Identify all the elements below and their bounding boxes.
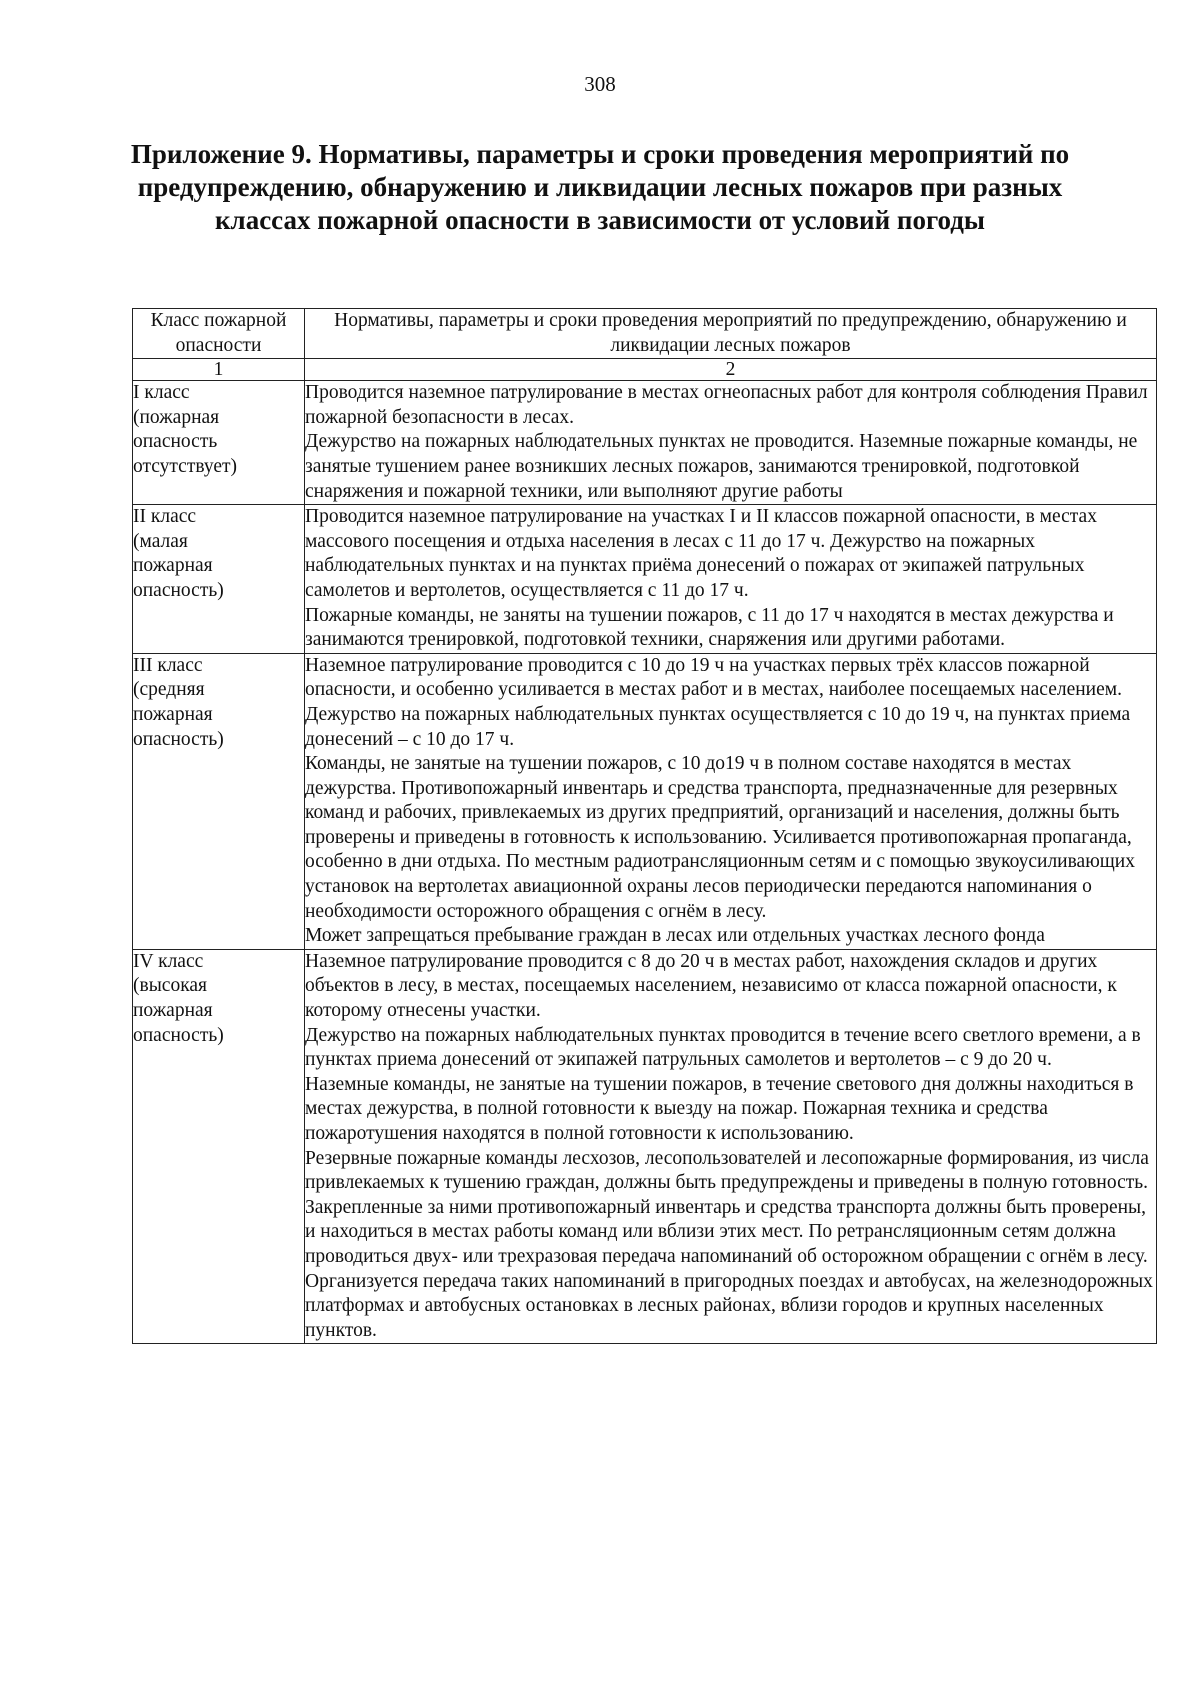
class-label: пожарная bbox=[133, 555, 213, 577]
norms-paragraph: Дежурство на пожарных наблюдательных пунктах проводится в течение всего светлого времени, а в пунктах приема донесений от экипажей патрульных самолетов и вертолетов – с 9 до 20 ч. bbox=[305, 1024, 1141, 1071]
column-number-1: 1 bbox=[133, 359, 305, 381]
fire-norms-table bbox=[132, 308, 1157, 1344]
norms-paragraph: Наземное патрулирование проводится с 8 до 20 ч в местах работ, нахождения складов и других объектов в лесу, в местах, посещаемых населением, независимо от класса пожарной опасности, к которому отнесены участки. bbox=[305, 950, 1117, 1022]
norms-paragraph: Команды, не занятые на тушении пожаров, с 10 до19 ч в полном составе находятся в местах дежурства. Противопожарный инвентарь и средства транспорта, предназначенные для резервных команд и рабочих, привлекаемых из других предприятий, организаций и населения, должны быть проверены и приведены в готовность к использованию. Усиливается противопожарная пропаганда, особенно в дни отдыха. По местным радиотрансляционным сетям и с помощью звукоусиливающих установок на вертолетах авиационной охраны лесов периодически передаются напоминания о необходимости осторожного обращения с огнём в лесу. bbox=[305, 753, 1135, 922]
norms-paragraph: Резервные пожарные команды лесхозов, лесопользователей и лесопожарные формирования, из числа привлекаемых к тушению граждан, должны быть предупреждены и приведены в полную готовность. Закрепленные за ними противопожарный инвентарь и средства транспорта должны быть проверены, и находиться в местах работы команд или вблизи этих мест. По ретрансляционным сетям должна проводиться двух- или трехразовая передача напоминаний об осторожном обращении с огнём в лесу. Организуется передача таких напоминаний в пригородных поездах и автобусах, на железнодорожных платформах и автобусных остановках в лесных районах, вблизи городов и крупных населенных пунктов. bbox=[305, 1147, 1153, 1341]
class-cell bbox=[133, 381, 305, 505]
class-label: (пожарная bbox=[133, 406, 220, 428]
norms-cell bbox=[305, 381, 1157, 505]
table-row-class-2 bbox=[133, 505, 1157, 654]
norms-paragraph: Проводится наземное патрулирование в местах огнеопасных работ для контроля соблюдения Правил пожарной безопасности в лесах. bbox=[305, 382, 1148, 428]
class-label: (высокая bbox=[133, 975, 208, 997]
table-row-class-3 bbox=[133, 653, 1157, 949]
header-norms-column: Нормативы, параметры и сроки проведения мероприятий по предупреждению, обнаружению и ликвидации лесных пожаров bbox=[305, 309, 1157, 359]
class-label: пожарная bbox=[133, 1000, 213, 1022]
class-label: пожарная bbox=[133, 703, 213, 725]
class-label: опасность bbox=[133, 431, 218, 453]
table-row-class-1 bbox=[133, 381, 1157, 505]
norms-cell bbox=[305, 653, 1157, 949]
norms-cell bbox=[305, 949, 1157, 1344]
table-numbering-row bbox=[133, 359, 1157, 381]
class-label: опасность) bbox=[133, 579, 224, 601]
class-label: опасность) bbox=[133, 1024, 224, 1046]
class-cell bbox=[133, 949, 305, 1344]
class-cell bbox=[133, 653, 305, 949]
class-label: (средняя bbox=[133, 679, 205, 701]
class-label: (малая bbox=[133, 530, 188, 552]
table-header-row bbox=[133, 309, 1157, 359]
page-title: Приложение 9. Нормативы, параметры и сроки проведения мероприятий по предупреждению, обнаружению и ликвидации лесных пожаров при разных классах пожарной опасности в зависимости от условий погоды bbox=[130, 139, 1070, 235]
class-label: отсутствует) bbox=[133, 455, 238, 477]
norms-paragraph: Дежурство на пожарных наблюдательных пунктах не проводится. Наземные пожарные команды, не занятые тушением ранее возникших лесных пожаров, занимаются тренировкой, подготовкой снаряжения и пожарной техники, или выполняют другие работы bbox=[305, 431, 1138, 502]
norms-paragraph: Наземное патрулирование проводится с 10 до 19 ч на участках первых трёх классов пожарной опасности, и особенно усиливается в местах работ и в местах, наиболее посещаемых населением. Дежурство на пожарных наблюдательных пунктах осуществляется с 10 до 19 ч, на пунктах приема донесений – с 10 до 17 ч. bbox=[305, 654, 1131, 750]
page-number: 308 bbox=[584, 72, 616, 96]
class-label: IV класс bbox=[133, 950, 204, 972]
class-label: II класс bbox=[133, 506, 197, 528]
table-row-class-4 bbox=[133, 949, 1157, 1344]
header-class-column: Класс пожарной опасности bbox=[133, 309, 305, 359]
norms-paragraph: Проводится наземное патрулирование на участках I и II классов пожарной опасности, в местах массового посещения и отдыха населения в лесах с 11 до 17 ч. Дежурство на пожарных наблюдательных пунктах и на пунктах приёма донесений о пожарах от экипажей патрульных самолетов и вертолетов, осуществляется с 11 до 17 ч. bbox=[305, 506, 1097, 601]
norms-cell bbox=[305, 505, 1157, 654]
column-number-2: 2 bbox=[305, 359, 1157, 381]
class-label: I класс bbox=[133, 382, 190, 404]
norms-paragraph: Может запрещаться пребывание граждан в лесах или отдельных участках лесного фонда bbox=[305, 925, 1045, 947]
class-label: опасность) bbox=[133, 728, 224, 750]
class-cell bbox=[133, 505, 305, 654]
norms-paragraph: Пожарные команды, не заняты на тушении пожаров, с 11 до 17 ч находятся в местах дежурства и занимаются тренировкой, подготовкой техники, снаряжения или другими работами. bbox=[305, 604, 1114, 651]
norms-paragraph: Наземные команды, не занятые на тушении пожаров, в течение светового дня должны находиться в местах дежурства, в полной готовности к выезду на пожар. Пожарная техника и средства пожаротушения находятся в полной готовности к использованию. bbox=[305, 1073, 1134, 1144]
class-label: III класс bbox=[133, 654, 203, 676]
